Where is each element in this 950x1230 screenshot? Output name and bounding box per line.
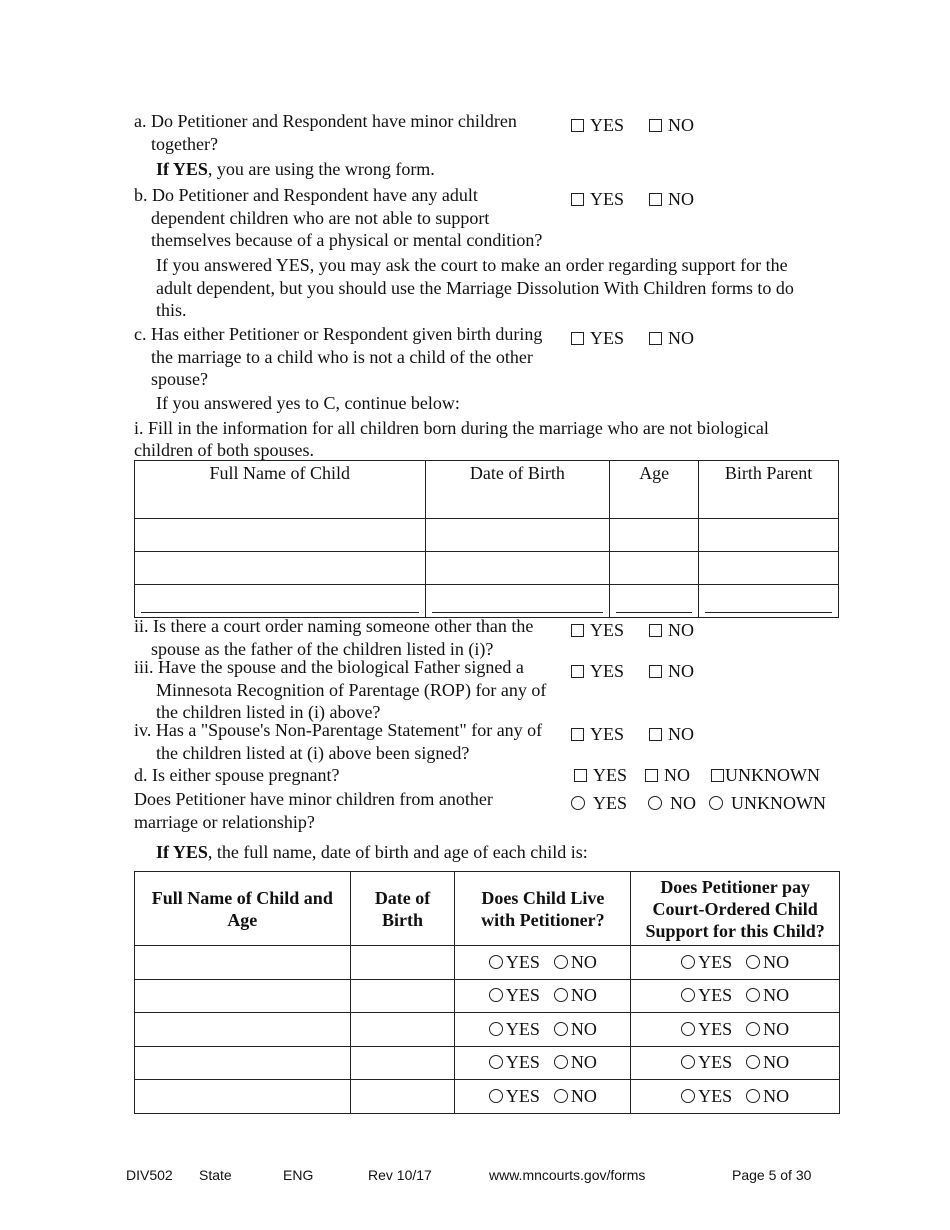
no-label: NO bbox=[668, 661, 694, 681]
header-date-of-birth bbox=[350, 872, 455, 946]
note-bold: If YES bbox=[156, 842, 208, 862]
question-ii-line2: spouse as the father of the children listed in (i)? bbox=[151, 638, 494, 659]
note-rest: , the full name, date of birth and age of each child is: bbox=[207, 842, 588, 862]
pays-child-support-cell bbox=[631, 979, 840, 1013]
table-header-row bbox=[135, 461, 839, 519]
question-ii-line1: ii. Is there a court order naming someone other than the bbox=[134, 616, 534, 636]
age-cell[interactable] bbox=[610, 519, 699, 552]
question-a-line1: a. Do Petitioner and Respondent have minor children bbox=[134, 111, 517, 131]
header-line: Does Child Live bbox=[481, 887, 605, 908]
question-a-note bbox=[156, 158, 435, 181]
full-name-and-age-cell[interactable] bbox=[135, 1046, 351, 1080]
question-d-no-option[interactable] bbox=[645, 764, 690, 786]
full-name-cell[interactable] bbox=[135, 552, 426, 585]
date-of-birth-cell[interactable] bbox=[350, 946, 455, 980]
table-row bbox=[135, 946, 840, 980]
question-a-line2: together? bbox=[151, 133, 218, 154]
question-b-line2: dependent children who are not able to support bbox=[151, 207, 490, 228]
fill-line1: i. Fill in the information for all children born during the marriage who are not biological bbox=[134, 418, 769, 438]
lives-with-petitioner-cell bbox=[455, 1046, 631, 1080]
no-option[interactable] bbox=[746, 985, 789, 1005]
yes-label: YES bbox=[593, 765, 628, 785]
checkbox[interactable] bbox=[571, 728, 584, 741]
yes-option[interactable] bbox=[489, 1019, 540, 1039]
date-of-birth-cell[interactable] bbox=[425, 585, 610, 618]
question-ii-no-option[interactable] bbox=[649, 619, 694, 641]
radio-button[interactable] bbox=[489, 1089, 503, 1103]
header-line: Birth bbox=[382, 909, 424, 930]
radio-button[interactable] bbox=[554, 988, 568, 1002]
yes-option[interactable] bbox=[681, 952, 732, 972]
no-label: NO bbox=[763, 951, 790, 972]
header-full-name-and-age bbox=[135, 872, 351, 946]
header-line: Court-Ordered Child bbox=[652, 898, 818, 919]
date-of-birth-cell[interactable] bbox=[350, 1013, 455, 1047]
question-c-line2: the marriage to a child who is not a child of the other bbox=[151, 346, 533, 367]
yes-label: YES bbox=[505, 1085, 540, 1106]
question-d-unknown-option[interactable] bbox=[711, 764, 820, 786]
yes-label: YES bbox=[590, 189, 625, 209]
no-label: NO bbox=[570, 985, 597, 1006]
table-row bbox=[135, 1046, 840, 1080]
date-of-birth-cell[interactable] bbox=[425, 519, 610, 552]
radio-button[interactable] bbox=[681, 1022, 695, 1036]
birth-parent-cell[interactable] bbox=[699, 585, 839, 618]
checkbox[interactable] bbox=[645, 769, 658, 782]
checkbox[interactable] bbox=[571, 665, 584, 678]
question-minor-unknown-option[interactable] bbox=[709, 792, 826, 814]
radio-button[interactable] bbox=[709, 796, 723, 810]
question-iv-line1: iv. Has a "Spouse's Non-Parentage Statement" for any of bbox=[134, 720, 543, 740]
lives-with-petitioner-cell bbox=[455, 946, 631, 980]
yes-label: YES bbox=[698, 1018, 733, 1039]
yes-label: YES bbox=[593, 793, 628, 813]
checkbox[interactable] bbox=[649, 665, 662, 678]
footer-page-number: Page 5 of 30 bbox=[732, 1167, 812, 1183]
header-line: Does Petitioner pay bbox=[660, 876, 810, 897]
no-label: NO bbox=[570, 1052, 597, 1073]
question-c-yes-option[interactable] bbox=[571, 327, 624, 349]
radio-button[interactable] bbox=[746, 1089, 760, 1103]
no-label: NO bbox=[668, 724, 694, 744]
no-label: NO bbox=[570, 1085, 597, 1106]
date-of-birth-cell[interactable] bbox=[425, 552, 610, 585]
yes-option[interactable] bbox=[681, 1086, 732, 1106]
no-label: NO bbox=[668, 620, 694, 640]
question-b-line1: b. Do Petitioner and Respondent have any adult bbox=[134, 185, 478, 205]
yes-option[interactable] bbox=[681, 985, 732, 1005]
question-c-line3: spouse? bbox=[151, 369, 208, 389]
question-iii-line2: Minnesota Recognition of Parentage (ROP) for any of bbox=[156, 679, 547, 700]
header-lives-with-petitioner bbox=[455, 872, 631, 946]
no-option[interactable] bbox=[554, 1052, 597, 1072]
pays-child-support-cell bbox=[631, 1046, 840, 1080]
radio-button[interactable] bbox=[746, 1055, 760, 1069]
question-iii-line3: the children listed in (i) above? bbox=[156, 702, 381, 722]
radio-button[interactable] bbox=[681, 1089, 695, 1103]
checkbox[interactable] bbox=[571, 119, 584, 132]
question-c bbox=[134, 323, 542, 391]
no-label: NO bbox=[668, 189, 694, 209]
table-row bbox=[135, 552, 839, 585]
no-label: NO bbox=[763, 1085, 790, 1106]
no-option[interactable] bbox=[746, 1019, 789, 1039]
yes-option[interactable] bbox=[489, 952, 540, 972]
yes-label: YES bbox=[698, 1052, 733, 1073]
radio-button[interactable] bbox=[681, 988, 695, 1002]
radio-button[interactable] bbox=[489, 1055, 503, 1069]
question-minor-note bbox=[156, 841, 588, 864]
radio-button[interactable] bbox=[489, 955, 503, 969]
date-of-birth-cell[interactable] bbox=[350, 979, 455, 1013]
yes-label: YES bbox=[590, 724, 625, 744]
fill-line2: children of both spouses. bbox=[134, 440, 314, 460]
yes-label: YES bbox=[698, 1085, 733, 1106]
question-minor-children bbox=[134, 788, 493, 833]
table-row bbox=[135, 979, 840, 1013]
header-age: Age bbox=[610, 461, 699, 519]
note-line2: adult dependent, but you should use the Marriage Dissolution With Children forms to do bbox=[156, 277, 794, 298]
radio-button[interactable] bbox=[571, 796, 585, 810]
no-label: NO bbox=[570, 951, 597, 972]
checkbox[interactable] bbox=[649, 193, 662, 206]
header-line: with Petitioner? bbox=[481, 909, 605, 930]
question-a-no-option[interactable] bbox=[649, 114, 694, 136]
yes-option[interactable] bbox=[489, 1052, 540, 1072]
question-minor-yes-option[interactable] bbox=[571, 792, 627, 814]
checkbox[interactable] bbox=[649, 624, 662, 637]
question-iv-yes-option[interactable] bbox=[571, 723, 624, 745]
header-line: Date of bbox=[374, 887, 431, 908]
table-row bbox=[135, 1080, 840, 1114]
header-full-name: Full Name of Child bbox=[135, 461, 426, 519]
yes-option[interactable] bbox=[489, 1086, 540, 1106]
no-option[interactable] bbox=[746, 952, 789, 972]
question-a-yes-option[interactable] bbox=[571, 114, 624, 136]
footer-form-id: DIV502 bbox=[126, 1167, 173, 1183]
table-header-row bbox=[135, 872, 840, 946]
radio-button[interactable] bbox=[554, 955, 568, 969]
footer-language: ENG bbox=[283, 1167, 314, 1183]
full-name-and-age-cell[interactable] bbox=[135, 946, 351, 980]
no-option[interactable] bbox=[746, 1052, 789, 1072]
radio-button[interactable] bbox=[681, 955, 695, 969]
table-row bbox=[135, 519, 839, 552]
note-rest: , you are using the wrong form. bbox=[207, 159, 435, 179]
question-c-line1: c. Has either Petitioner or Respondent given birth during bbox=[134, 324, 543, 344]
no-option[interactable] bbox=[554, 1019, 597, 1039]
question-d-yes-option[interactable] bbox=[574, 764, 627, 786]
children-born-during-marriage-table bbox=[134, 460, 839, 618]
question-minor-line2: marriage or relationship? bbox=[134, 811, 315, 832]
no-label: NO bbox=[570, 1018, 597, 1039]
radio-button[interactable] bbox=[554, 1089, 568, 1103]
question-a bbox=[134, 110, 517, 155]
yes-option[interactable] bbox=[489, 985, 540, 1005]
checkbox[interactable] bbox=[571, 332, 584, 345]
no-option[interactable] bbox=[554, 952, 597, 972]
header-line: Full Name of Child and bbox=[151, 887, 333, 908]
footer-revision: Rev 10/17 bbox=[368, 1167, 432, 1183]
yes-label: YES bbox=[698, 951, 733, 972]
minor-children-other-relationship-table bbox=[134, 871, 840, 1114]
radio-button[interactable] bbox=[489, 1022, 503, 1036]
birth-parent-cell[interactable] bbox=[699, 519, 839, 552]
yes-label: YES bbox=[590, 328, 625, 348]
question-b-line3: themselves because of a physical or mental condition? bbox=[151, 230, 543, 250]
full-name-and-age-cell[interactable] bbox=[135, 1080, 351, 1114]
question-iii-yes-option[interactable] bbox=[571, 660, 624, 682]
yes-label: YES bbox=[590, 115, 625, 135]
question-minor-line1: Does Petitioner have minor children from another bbox=[134, 789, 493, 809]
checkbox[interactable] bbox=[571, 193, 584, 206]
yes-label: YES bbox=[698, 985, 733, 1006]
no-label: NO bbox=[664, 765, 690, 785]
checkbox[interactable] bbox=[711, 769, 724, 782]
question-iv bbox=[134, 719, 542, 764]
pays-child-support-cell bbox=[631, 1013, 840, 1047]
note-bold: If YES bbox=[156, 159, 208, 179]
question-ii bbox=[134, 615, 533, 660]
radio-button[interactable] bbox=[648, 796, 662, 810]
question-iv-no-option[interactable] bbox=[649, 723, 694, 745]
question-c-note: If you answered yes to C, continue below: bbox=[156, 393, 460, 413]
question-iv-line2: the children listed at (i) above been signed? bbox=[156, 742, 470, 763]
no-option[interactable] bbox=[554, 985, 597, 1005]
lives-with-petitioner-cell bbox=[455, 1013, 631, 1047]
question-b-no-option[interactable] bbox=[649, 188, 694, 210]
question-b bbox=[134, 184, 542, 252]
question-b-note bbox=[156, 254, 794, 322]
no-label: NO bbox=[668, 115, 694, 135]
no-label: NO bbox=[763, 1052, 790, 1073]
checkbox[interactable] bbox=[649, 119, 662, 132]
question-iii-line1: iii. Have the spouse and the biological Father signed a bbox=[134, 657, 524, 677]
checkbox[interactable] bbox=[574, 769, 587, 782]
footer-url: www.mncourts.gov/forms bbox=[489, 1167, 646, 1183]
no-label: NO bbox=[668, 328, 694, 348]
radio-button[interactable] bbox=[681, 1055, 695, 1069]
radio-button[interactable] bbox=[554, 1055, 568, 1069]
checkbox[interactable] bbox=[649, 332, 662, 345]
footer-state: State bbox=[199, 1167, 232, 1183]
checkbox[interactable] bbox=[649, 728, 662, 741]
no-option[interactable] bbox=[554, 1086, 597, 1106]
full-name-cell[interactable] bbox=[135, 519, 426, 552]
table-row bbox=[135, 1013, 840, 1047]
age-cell[interactable] bbox=[610, 585, 699, 618]
no-option[interactable] bbox=[746, 1086, 789, 1106]
header-line: Age bbox=[227, 909, 258, 930]
radio-button[interactable] bbox=[554, 1022, 568, 1036]
header-line: Support for this Child? bbox=[645, 920, 825, 941]
question-minor-no-option[interactable] bbox=[648, 792, 696, 814]
radio-button[interactable] bbox=[489, 988, 503, 1002]
pays-child-support-cell bbox=[631, 946, 840, 980]
question-d: d. Is either spouse pregnant? bbox=[134, 765, 340, 785]
date-of-birth-cell[interactable] bbox=[350, 1080, 455, 1114]
full-name-and-age-cell[interactable] bbox=[135, 979, 351, 1013]
lives-with-petitioner-cell bbox=[455, 979, 631, 1013]
question-iii-no-option[interactable] bbox=[649, 660, 694, 682]
age-cell[interactable] bbox=[610, 552, 699, 585]
fill-in-instructions bbox=[134, 417, 769, 461]
table-row bbox=[135, 585, 839, 618]
full-name-and-age-cell[interactable] bbox=[135, 1013, 351, 1047]
yes-label: YES bbox=[590, 620, 625, 640]
question-iii bbox=[134, 656, 546, 724]
no-label: NO bbox=[763, 1018, 790, 1039]
yes-label: YES bbox=[505, 985, 540, 1006]
question-b-yes-option[interactable] bbox=[571, 188, 624, 210]
question-c-no-option[interactable] bbox=[649, 327, 694, 349]
radio-button[interactable] bbox=[746, 1022, 760, 1036]
question-ii-yes-option[interactable] bbox=[571, 619, 624, 641]
date-of-birth-cell[interactable] bbox=[350, 1046, 455, 1080]
checkbox[interactable] bbox=[571, 624, 584, 637]
no-label: NO bbox=[670, 793, 696, 813]
radio-button[interactable] bbox=[746, 955, 760, 969]
note-line1: If you answered YES, you may ask the court to make an order regarding support for the bbox=[156, 255, 788, 275]
yes-label: YES bbox=[505, 951, 540, 972]
no-label: NO bbox=[763, 985, 790, 1006]
yes-label: YES bbox=[505, 1052, 540, 1073]
full-name-cell[interactable] bbox=[135, 585, 426, 618]
birth-parent-cell[interactable] bbox=[699, 552, 839, 585]
header-pays-child-support bbox=[631, 872, 840, 946]
lives-with-petitioner-cell bbox=[455, 1080, 631, 1114]
yes-label: YES bbox=[590, 661, 625, 681]
unknown-label: UNKNOWN bbox=[731, 793, 826, 813]
note-line3: this. bbox=[156, 300, 187, 320]
yes-option[interactable] bbox=[681, 1052, 732, 1072]
header-date-of-birth: Date of Birth bbox=[425, 461, 610, 519]
pays-child-support-cell bbox=[631, 1080, 840, 1114]
radio-button[interactable] bbox=[746, 988, 760, 1002]
yes-option[interactable] bbox=[681, 1019, 732, 1039]
unknown-label: UNKNOWN bbox=[725, 765, 820, 785]
header-birth-parent: Birth Parent bbox=[699, 461, 839, 519]
yes-label: YES bbox=[505, 1018, 540, 1039]
